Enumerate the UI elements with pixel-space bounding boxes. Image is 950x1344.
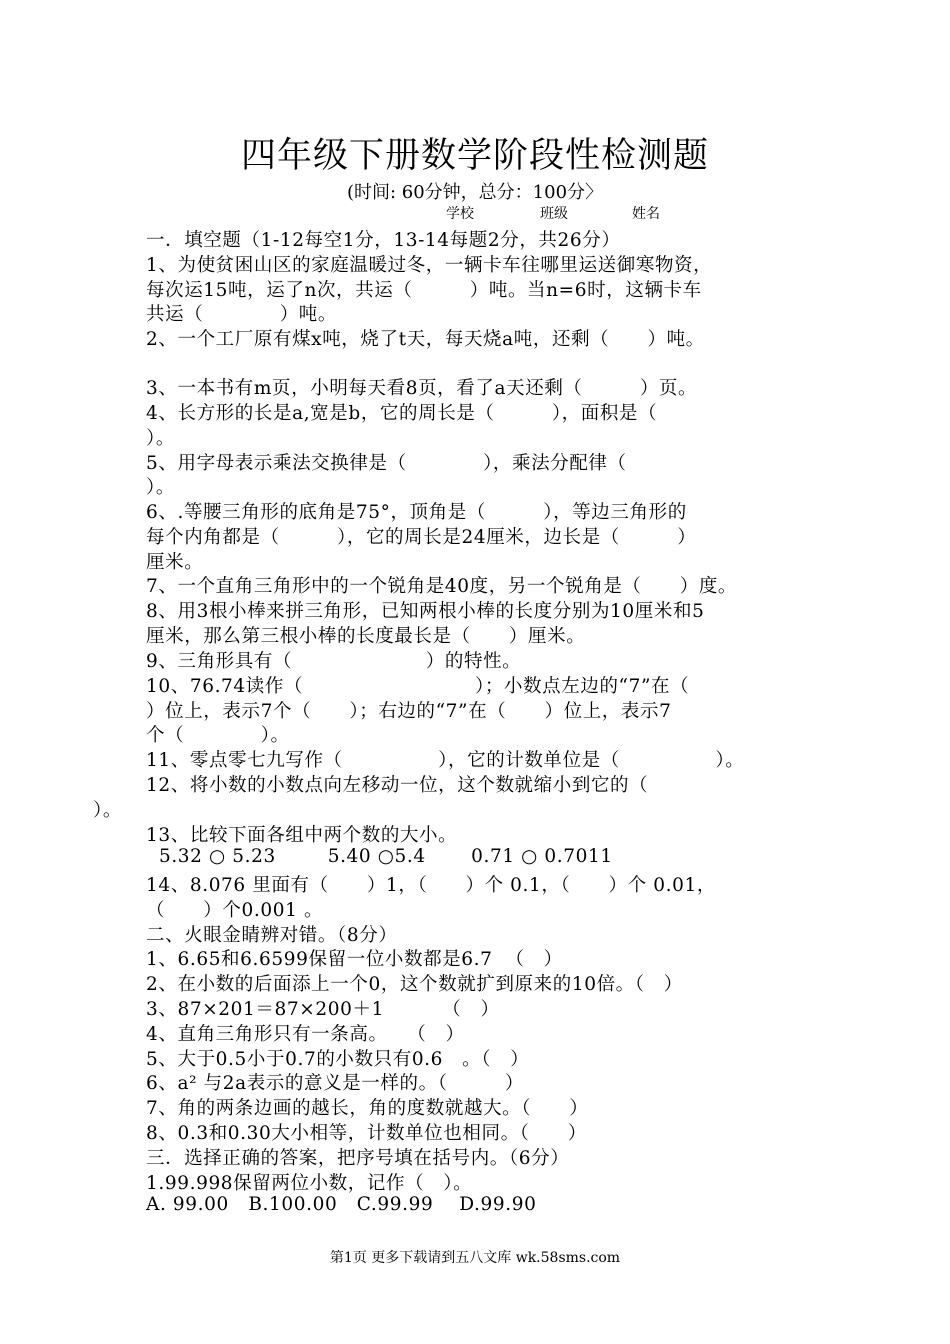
question-line: 厘米。 (146, 552, 204, 573)
school-label: 学校 (446, 206, 474, 222)
page-subtitle: (时间: 60分钟，总分：100分〉 (346, 182, 604, 203)
question-line: （ ）个0.001 。 (146, 900, 324, 921)
question-line: 7、角的两条边画的越长，角的度数就越大。（ ） (146, 1098, 589, 1119)
question-line: 共运（ ）吨。 (146, 304, 338, 325)
question-line: 4、直角三角形只有一条高。 （ ） (146, 1024, 465, 1045)
question-line: 3、87×201＝87×200＋1 （ ） (146, 999, 500, 1020)
question-line: ）。 (146, 428, 175, 449)
question-line: 13、比较下面各组中两个数的大小。 (146, 825, 458, 846)
question-line: 11、零点零七九写作（ ），它的计数单位是（ ）。 (146, 750, 745, 771)
question-line: 4、长方形的长是a,宽是b，它的周长是（ ），面积是（ (146, 403, 658, 424)
section-1-heading: 一．填空题（1-12每空1分，13-14每题2分，共26分） (146, 230, 621, 251)
question-line: 5、用字母表示乘法交换律是（ ），乘法分配律（ (146, 453, 627, 474)
question-line: 8、0.3和0.30大小相等，计数单位也相同。（ ） (146, 1123, 587, 1144)
question-line: ）。 (146, 477, 175, 498)
question-line: 1、为使贫困山区的家庭温暖过冬，一辆卡车往哪里运送御寒物资， (146, 255, 713, 276)
page-footer: 第1页 更多下载请到五八文库 wk.58sms.com (329, 1250, 621, 1266)
name-label: 姓名 (632, 206, 660, 222)
question-line: 3、一本书有m页，小明每天看8页，看了a天还剩（ ）页。 (146, 378, 698, 399)
question-line: 1、6.65和6.6599保留一位小数都是6.7 （ ） (146, 949, 563, 970)
question-line: 个（ ）。 (146, 725, 290, 746)
question-line: 14、8.076 里面有（ ）1，（ ）个 0.1，（ ）个 0.01， (146, 875, 716, 896)
question-line: 2、在小数的后面添上一个0，这个数就扩到原来的10倍。（ ） (146, 974, 683, 995)
question-line: 6、.等腰三角形的底角是75°，顶角是（ ），等边三角形的 (146, 502, 687, 523)
question-line: 7、一个直角三角形中的一个锐角是40度，另一个锐角是（ ）度。 (146, 576, 738, 597)
question-line: 厘米，那么第三根小棒的长度最长是（ ）厘米。 (146, 626, 586, 647)
question-line: ）位上，表示7个（ ）；右边的“7”在（ ）位上，表示7 (146, 701, 672, 722)
question-line: 每个内角都是（ ），它的周长是24厘米，边长是（ ） (146, 527, 697, 548)
question-line: 1.99.998保留两位小数，记作（ ）。 (146, 1173, 473, 1194)
class-label: 班级 (540, 206, 568, 222)
question-line: 8、用3根小棒来拼三角形，已知两根小棒的长度分别为10厘米和5 (146, 601, 705, 622)
section-2-heading: 二、火眼金睛辨对错。（8分） (146, 925, 398, 946)
question-line: ）。 (93, 800, 122, 821)
question-line: 5、大于0.5小于0.7的小数只有0.6 。（ ） (146, 1049, 530, 1070)
choice-options: A. 99.00 B.100.00 C.99.99 D.99.90 (146, 1194, 537, 1215)
page-title: 四年级下册数学阶段性检测题 (240, 136, 709, 176)
question-line: 2、一个工厂原有煤x吨，烧了t天，每天烧a吨，还剩（ ）吨。 (146, 329, 705, 350)
question-line: 12、将小数的小数点向左移动一位，这个数就缩小到它的（ (146, 775, 649, 796)
question-line: 9、三角形具有（ ）的特性。 (146, 651, 522, 672)
section-3-heading: 三．选择正确的答案，把序号填在括号内。（6分） (146, 1148, 570, 1169)
question-line: 6、a² 与2a表示的意义是一样的。（ ） (146, 1073, 524, 1094)
comparison-line: 5.32 ○ 5.23 5.40 ○5.4 0.71 ○ 0.7011 (146, 846, 613, 867)
question-line: 每次运15吨，运了n次，共运（ ）吨。当n=6时，这辆卡车 (146, 280, 702, 301)
question-line: 10、76.74读作（ ）；小数点左边的“7”在（ (146, 676, 690, 697)
